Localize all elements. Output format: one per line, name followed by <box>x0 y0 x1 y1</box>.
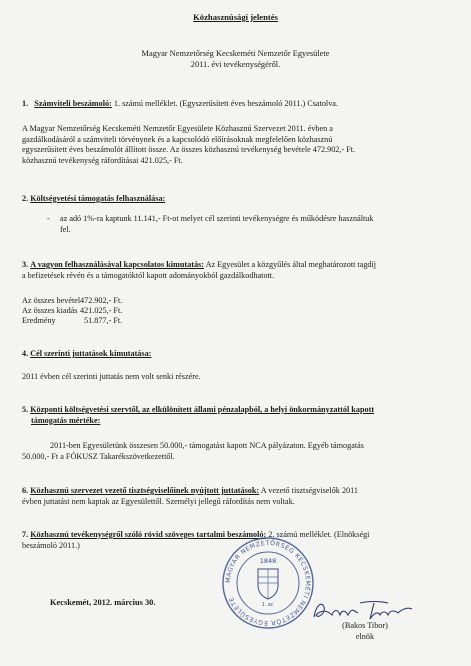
expense-value: 421.025,- Ft. <box>80 306 123 315</box>
signer-block <box>330 620 400 642</box>
section-2-number: 2. <box>22 194 29 203</box>
section-6-tail: A vezető tisztségviselők 2011 <box>259 486 359 495</box>
organization-heading <box>0 48 471 70</box>
section-1-line: közhasznú tevékenység ráfordításai 421.025,- Ft. <box>22 155 183 165</box>
section-4-line: 2011 évben cél szerinti juttatás nem volt senki részére. <box>22 372 201 381</box>
section-1-line: gazdálkodásáról a számviteli törvénynek és a kapcsolódó előírásoknak megfelelően közhasznú <box>22 134 333 144</box>
section-5-title-line2: támogatás mértéke: <box>31 415 101 425</box>
section-5-heading <box>22 405 452 426</box>
section-3-number: 3. <box>22 260 29 269</box>
section-6-title: Közhasznú szervezet vezető tisztségviselőinek nyújtott juttatások: <box>30 486 260 495</box>
section-2-heading <box>22 194 452 205</box>
section-5-paragraph <box>22 441 452 462</box>
income-label: Az összes bevétel <box>22 296 81 305</box>
section-4-heading <box>22 349 452 360</box>
section-6-line: évben juttatást nem kaptak az Egyesülettől. Személyi jellegű ráfordítás nem voltak. <box>22 497 295 506</box>
section-1-paragraph <box>22 124 452 166</box>
section-5-title-line1: Központi költségvetési szervtől, az elkülönített állami pénzalapból, a helyi önkormányzattól kapott <box>30 405 375 414</box>
section-2-paragraph <box>60 214 452 235</box>
section-1-heading <box>22 99 452 110</box>
stamp-number: 1. sz. <box>261 603 275 608</box>
report-year-line: 2011. évi tevékenységéről. <box>190 60 281 69</box>
section-2-title: Költségvetési támogatás felhasználása: <box>30 194 166 203</box>
official-stamp <box>220 535 316 636</box>
section-1-line: egyszerűsített éves beszámolót állított össze. Az összes közhasznú tevékenység bevétele 472.902,- Ft. <box>22 145 356 155</box>
section-1-tail: 1. számú melléklet. (Egyszerűsített éves beszámoló 2011.) Csatolva. <box>111 99 338 108</box>
section-3-title: A vagyon felhasználásával kapcsolatos kimutatás: <box>30 260 204 269</box>
stamp-year: 1848 <box>259 557 277 565</box>
signer-role: elnök <box>355 632 375 641</box>
section-2-line: fel. <box>60 224 71 234</box>
section-3-line: a befizetések révén és a támogatóktól kapott adományokból gazdálkodhatott. <box>22 271 275 280</box>
document-title: Közhasznúsági jelentés <box>193 12 278 22</box>
section-6-number: 6. <box>22 486 29 495</box>
section-1-number: 1. <box>22 99 29 108</box>
section-7-number: 7. <box>22 530 29 539</box>
section-2-line: az adó 1%-ra kaptunk 11.141,- Ft-ot melyet cél szerinti tevékenységre és működésre használtuk <box>60 214 374 223</box>
section-1-title: Számviteli beszámoló: <box>34 99 112 108</box>
section-5-line: 2011-ben Egyesületünk összesen 50.000,- támogatást kapott NCA pályázaton. Egyéb támogatás <box>50 441 364 450</box>
result-label: Eredmény <box>22 316 56 325</box>
section-3-heading <box>22 260 452 271</box>
section-4-number: 4. <box>22 349 29 358</box>
result-value: 51.877,- Ft. <box>84 316 123 325</box>
section-7-title: Közhasznú tevékenységről szóló rövid szöveges tartalmi beszámoló: <box>30 530 267 539</box>
section-1-line: A Magyar Nemzetőrség Kecskeméti Nemzetőr Egyesülete Közhasznú Szervezet 2011. évben a <box>22 124 333 133</box>
expense-label: Az összes kiadás <box>22 306 78 315</box>
place-date: Kecskemét, 2012. március 30. <box>50 598 156 607</box>
section-7-line: beszámoló 2011.) <box>22 541 80 550</box>
signer-name: (Bakos Tibor) <box>342 621 388 630</box>
income-value: 472.902,- Ft. <box>80 296 123 305</box>
section-7-tail: 2. számú melléklet. (Elnökségi <box>266 530 370 539</box>
organization-name: Magyar Nemzetőrség Kecskeméti Nemzetőr Egyesülete <box>141 49 330 58</box>
section-2-bullet: - <box>47 214 50 223</box>
stamp-outer-text: MAGYAR NEMZETŐRSÉG KECSKEMÉTI NEMZETŐR EGYESÜLETE <box>224 539 312 627</box>
section-5-line: 50.000,- Ft a FÓKUSZ Takarékszövetkezettől. <box>22 451 175 461</box>
section-4-title: Cél szerinti juttatások kimutatása: <box>30 349 152 358</box>
section-5-number: 5. <box>22 405 29 414</box>
section-3-tail: Az Egyesület a közgyűlés által meghatározott tagdíj <box>203 260 377 269</box>
section-6-heading <box>22 486 452 497</box>
